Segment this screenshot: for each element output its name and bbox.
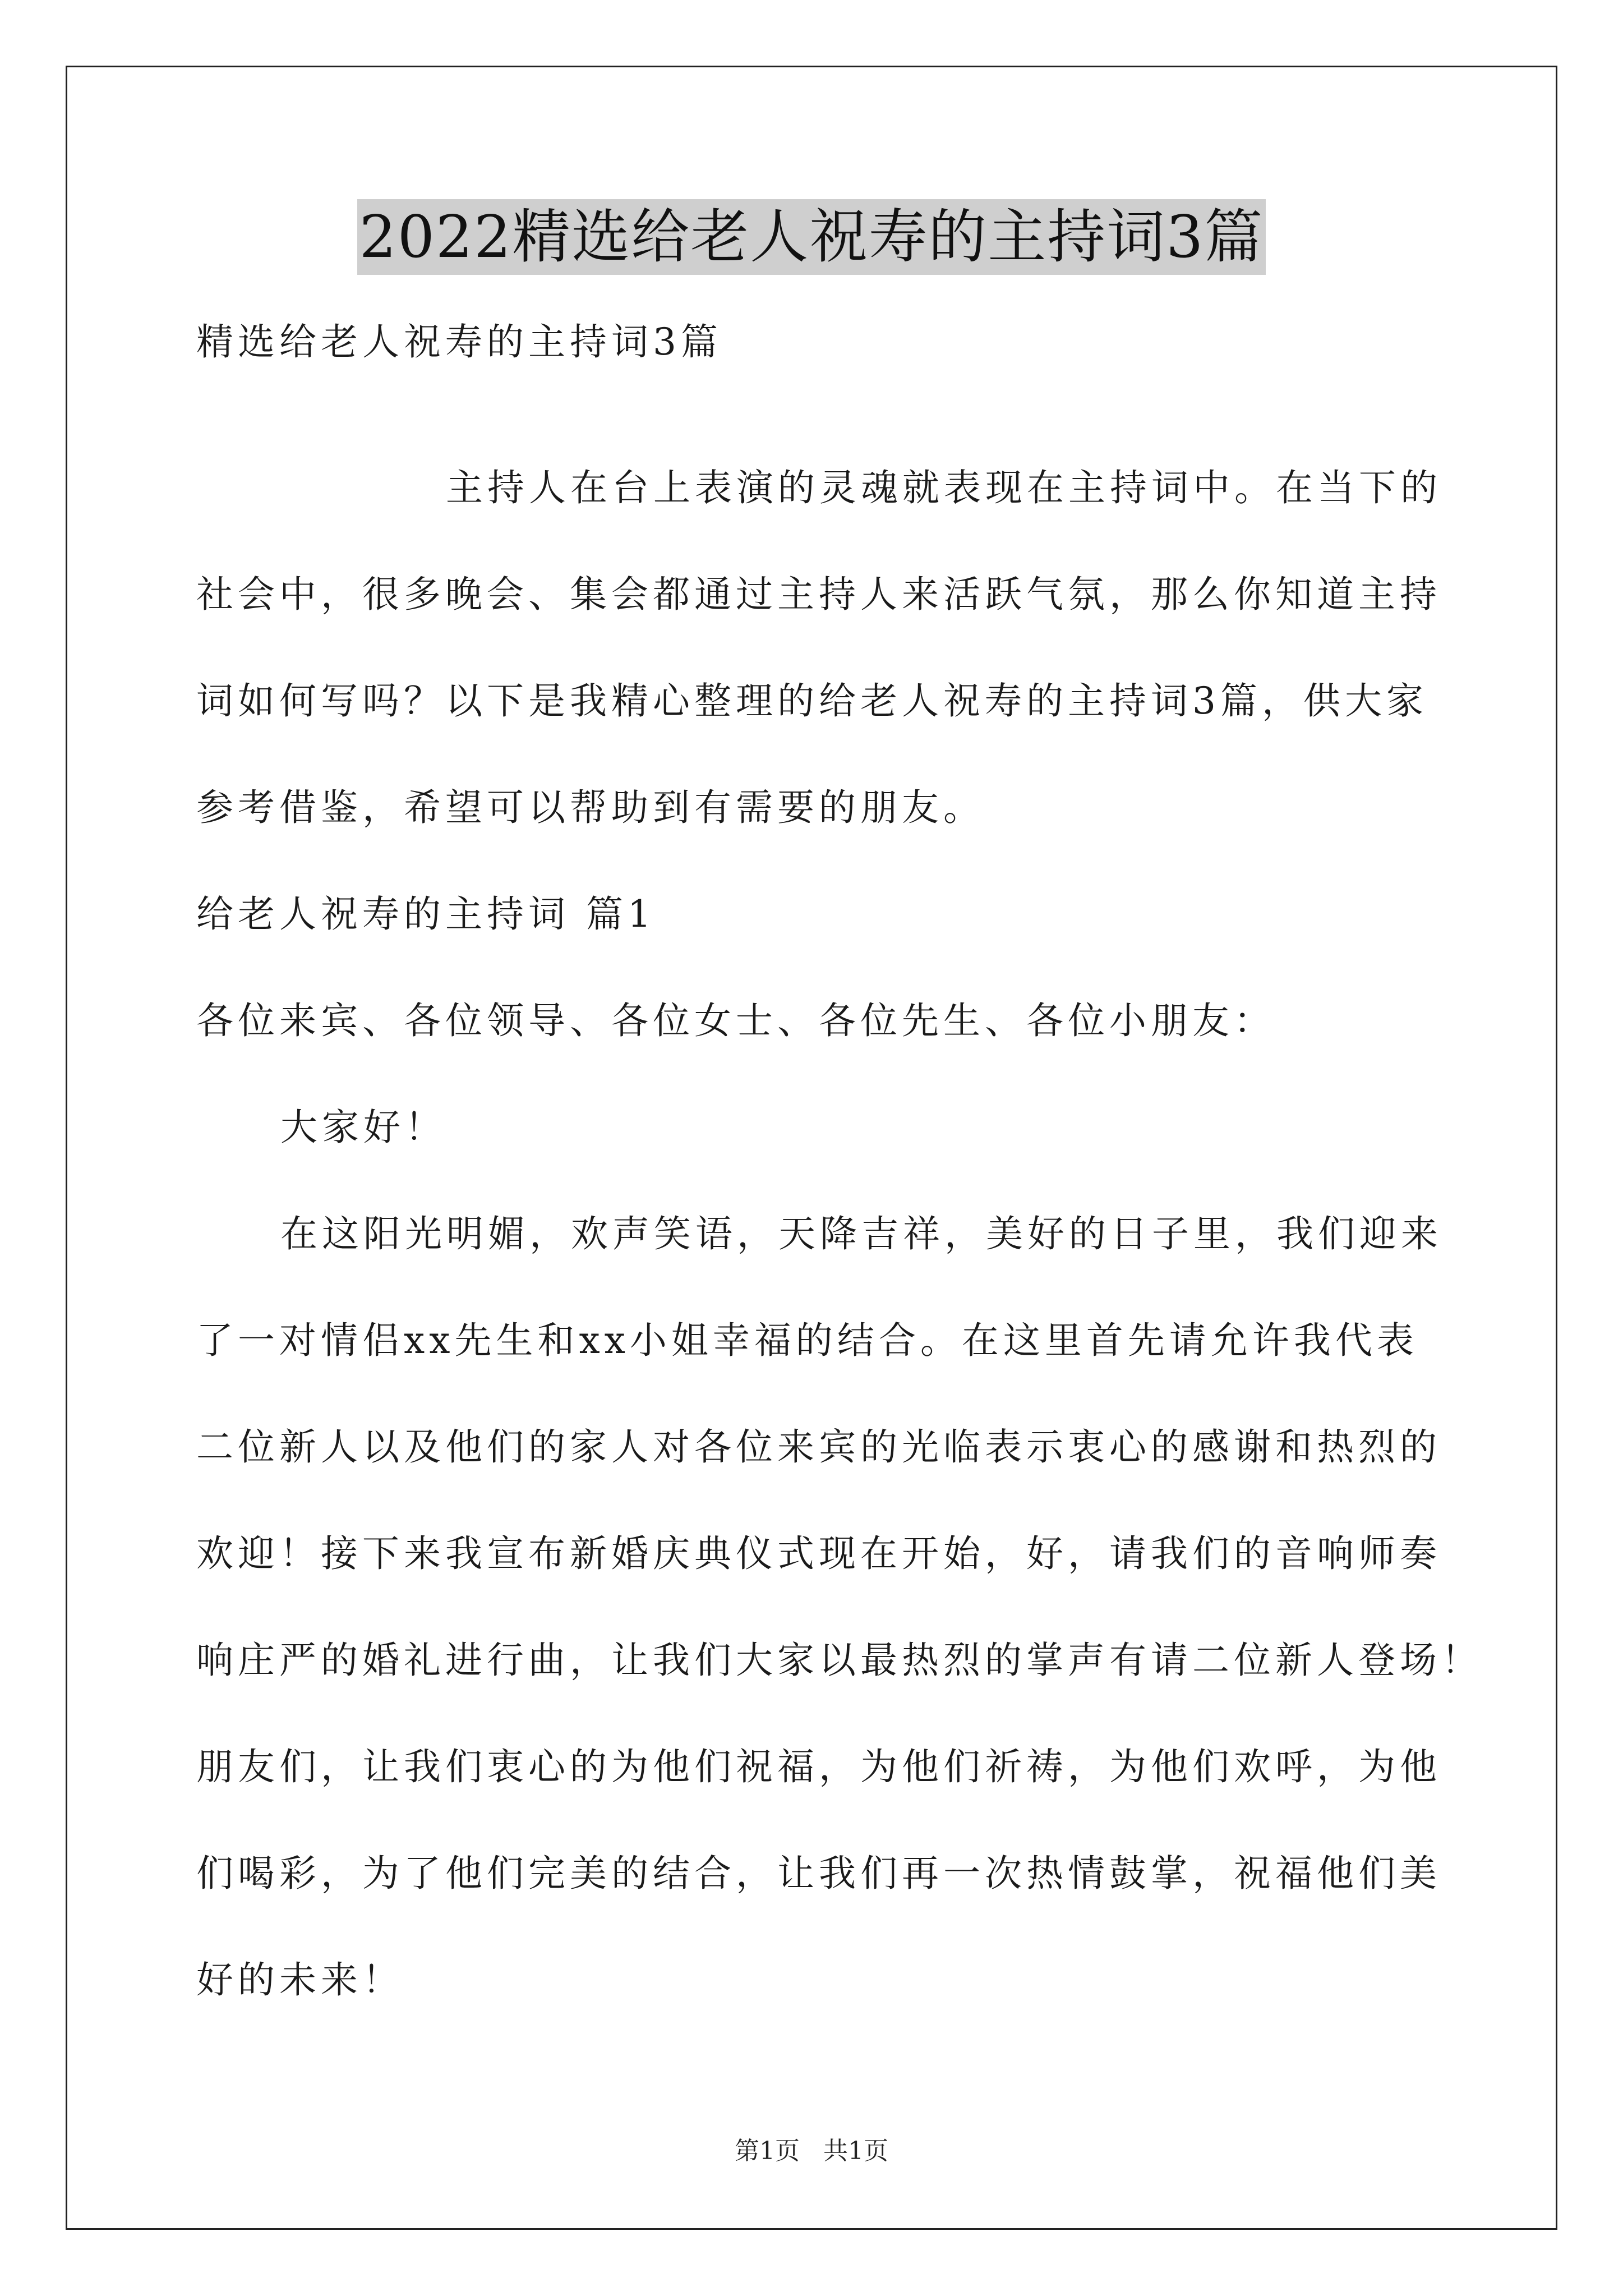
body-line: 在这阳光明媚，欢声笑语，天降吉祥，美好的日子里，我们迎来 bbox=[280, 1212, 1442, 1255]
body-line: 朋友们，让我们衷心的为他们祝福，为他们祈祷，为他们欢呼，为他 bbox=[196, 1745, 1441, 1788]
body-line: 响庄严的婚礼进行曲，让我们大家以最热烈的掌声有请二位新人登场！ bbox=[196, 1639, 1483, 1682]
body-line: 欢迎！接下来我宣布新婚庆典仪式现在开始，好，请我们的音响师奏 bbox=[196, 1532, 1441, 1575]
page-number: 第1页 bbox=[735, 2137, 800, 2165]
intro-line: 社会中，很多晚会、集会都通过主持人来活跃气氛，那么你知道主持 bbox=[196, 573, 1441, 616]
body-line: 们喝彩，为了他们完美的结合，让我们再一次热情鼓掌，祝福他们美 bbox=[196, 1852, 1441, 1895]
intro-line: 词如何写吗？以下是我精心整理的给老人祝寿的主持词3篇，供大家 bbox=[196, 679, 1428, 723]
page-footer bbox=[0, 2134, 1623, 2168]
page-total: 共1页 bbox=[823, 2137, 888, 2165]
title-container bbox=[0, 199, 1623, 275]
greeting: 大家好！ bbox=[280, 1106, 446, 1149]
document-title: 2022精选给老人祝寿的主持词3篇 bbox=[357, 199, 1266, 275]
body-line: 好的未来！ bbox=[196, 1958, 404, 2001]
salutation: 各位来宾、各位领导、各位女士、各位先生、各位小朋友： bbox=[196, 999, 1275, 1042]
intro-line: 参考借鉴，希望可以帮助到有需要的朋友。 bbox=[196, 786, 985, 829]
body-line: 了一对情侣xx先生和xx小姐幸福的结合。在这里首先请允许我代表 bbox=[196, 1319, 1418, 1362]
body-line: 二位新人以及他们的家人对各位来宾的光临表示衷心的感谢和热烈的 bbox=[196, 1425, 1441, 1469]
section-heading: 给老人祝寿的主持词 篇1 bbox=[196, 892, 656, 936]
intro-line: 主持人在台上表演的灵魂就表现在主持词中。在当下的 bbox=[446, 466, 1442, 509]
document-subtitle: 精选给老人祝寿的主持词3篇 bbox=[196, 320, 722, 364]
